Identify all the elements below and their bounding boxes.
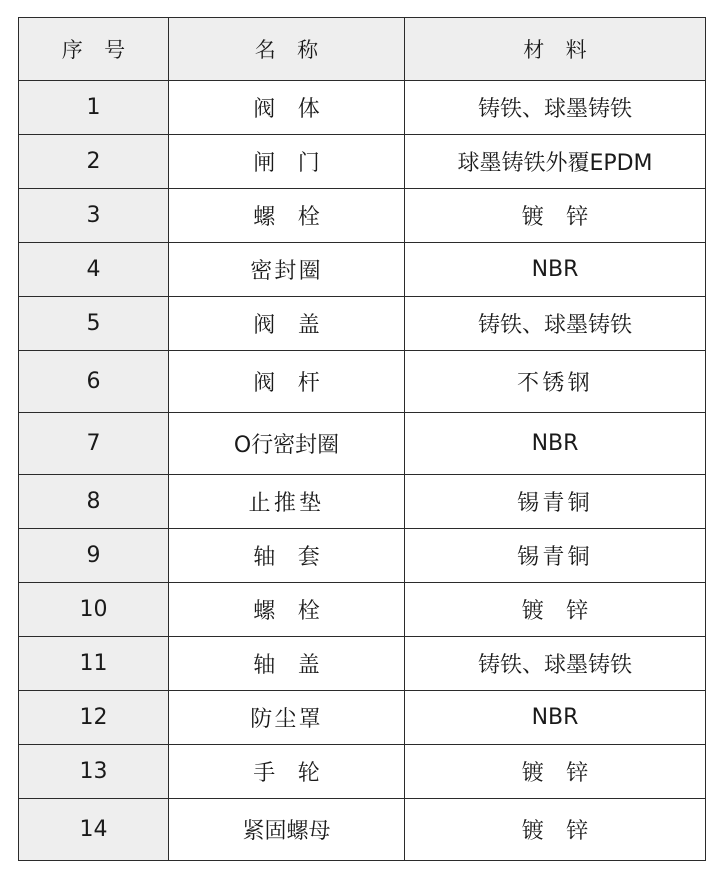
row-number: 2 bbox=[19, 135, 169, 189]
table-row bbox=[19, 691, 706, 745]
table-row bbox=[19, 413, 706, 475]
part-name: 螺 栓 bbox=[169, 189, 405, 243]
table-row bbox=[19, 135, 706, 189]
part-name: 阀 体 bbox=[169, 81, 405, 135]
part-name: 阀 盖 bbox=[169, 297, 405, 351]
part-name: 轴 盖 bbox=[169, 637, 405, 691]
table-row bbox=[19, 529, 706, 583]
part-material: NBR bbox=[405, 413, 706, 475]
table-row bbox=[19, 189, 706, 243]
part-name: 止推垫 bbox=[169, 475, 405, 529]
row-number: 3 bbox=[19, 189, 169, 243]
table-row bbox=[19, 583, 706, 637]
part-name: 防尘罩 bbox=[169, 691, 405, 745]
row-number: 10 bbox=[19, 583, 169, 637]
table-row bbox=[19, 81, 706, 135]
part-name: 螺 栓 bbox=[169, 583, 405, 637]
part-material: 镀 锌 bbox=[405, 189, 706, 243]
table-row bbox=[19, 475, 706, 529]
table-header-row bbox=[19, 18, 706, 81]
part-name: 手 轮 bbox=[169, 745, 405, 799]
header-no: 序 号 bbox=[19, 18, 169, 81]
row-number: 12 bbox=[19, 691, 169, 745]
part-name: 阀 杆 bbox=[169, 351, 405, 413]
table-row bbox=[19, 637, 706, 691]
row-number: 14 bbox=[19, 799, 169, 861]
part-material: 不锈钢 bbox=[405, 351, 706, 413]
part-material: 镀 锌 bbox=[405, 745, 706, 799]
part-material: 镀 锌 bbox=[405, 583, 706, 637]
table-row bbox=[19, 351, 706, 413]
part-material: 铸铁、球墨铸铁 bbox=[405, 297, 706, 351]
row-number: 11 bbox=[19, 637, 169, 691]
part-material: NBR bbox=[405, 243, 706, 297]
row-number: 6 bbox=[19, 351, 169, 413]
part-material: 球墨铸铁外覆EPDM bbox=[405, 135, 706, 189]
part-material: 铸铁、球墨铸铁 bbox=[405, 81, 706, 135]
part-material: 镀 锌 bbox=[405, 799, 706, 861]
part-material: 铸铁、球墨铸铁 bbox=[405, 637, 706, 691]
table-row bbox=[19, 297, 706, 351]
row-number: 4 bbox=[19, 243, 169, 297]
header-name: 名 称 bbox=[169, 18, 405, 81]
part-name: O行密封圈 bbox=[169, 413, 405, 475]
header-material: 材 料 bbox=[405, 18, 706, 81]
part-name: 紧固螺母 bbox=[169, 799, 405, 861]
table-row bbox=[19, 745, 706, 799]
row-number: 9 bbox=[19, 529, 169, 583]
row-number: 1 bbox=[19, 81, 169, 135]
part-material: 锡青铜 bbox=[405, 475, 706, 529]
row-number: 5 bbox=[19, 297, 169, 351]
part-material: 锡青铜 bbox=[405, 529, 706, 583]
part-name: 闸 门 bbox=[169, 135, 405, 189]
table-row bbox=[19, 799, 706, 861]
part-name: 密封圈 bbox=[169, 243, 405, 297]
row-number: 13 bbox=[19, 745, 169, 799]
row-number: 8 bbox=[19, 475, 169, 529]
table-row bbox=[19, 243, 706, 297]
row-number: 7 bbox=[19, 413, 169, 475]
part-name: 轴 套 bbox=[169, 529, 405, 583]
part-material: NBR bbox=[405, 691, 706, 745]
parts-table bbox=[18, 17, 706, 861]
